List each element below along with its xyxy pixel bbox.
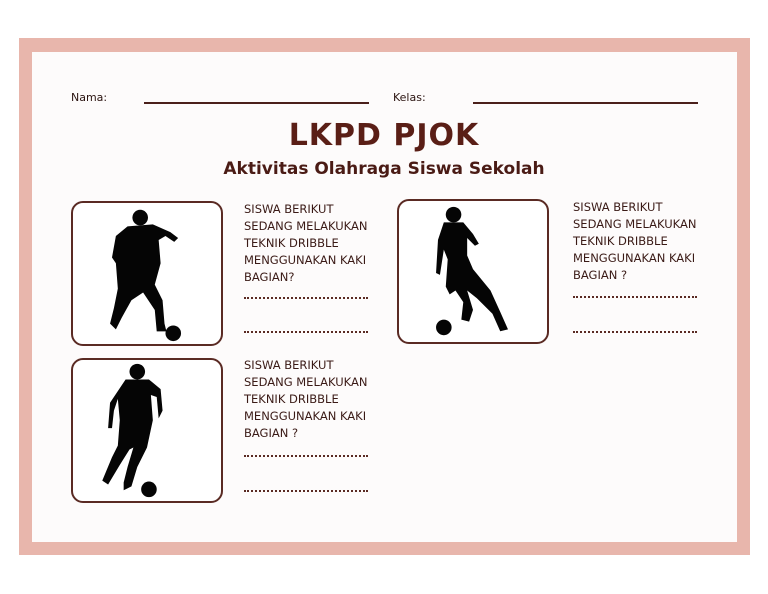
answer-line[interactable] [244,455,368,457]
question-text: SISWA BERIKUT SEDANG MELAKUKAN TEKNIK DRIBBLE MENGGUNAKAN KAKI BAGIAN ? [244,358,368,440]
answer-line[interactable] [244,331,368,333]
page-subtitle: Aktivitas Olahraga Siswa Sekolah [223,159,545,179]
answer-line[interactable] [573,296,697,298]
page-title: LKPD PJOK [288,118,480,153]
answer-line[interactable] [573,331,697,333]
soccer-player-dribble-icon [73,203,221,344]
question-text: SISWA BERIKUT SEDANG MELAKUKAN TEKNIK DRIBBLE MENGGUNAKAN KAKI BAGIAN ? [573,200,697,282]
name-field-line[interactable] [144,102,369,104]
name-label: Nama: [71,91,108,104]
soccer-player-dribble-icon [399,201,547,342]
question-text: SISWA BERIKUT SEDANG MELAKUKAN TEKNIK DRIBBLE MENGGUNAKAN KAKI BAGIAN? [244,202,368,284]
class-field-line[interactable] [473,102,698,104]
answer-line[interactable] [244,297,368,299]
player-image-card [397,199,549,344]
player-image-card [71,201,223,346]
answer-line[interactable] [244,490,368,492]
class-label: Kelas: [393,91,426,104]
player-image-card [71,358,223,503]
soccer-player-dribble-icon [73,360,221,501]
